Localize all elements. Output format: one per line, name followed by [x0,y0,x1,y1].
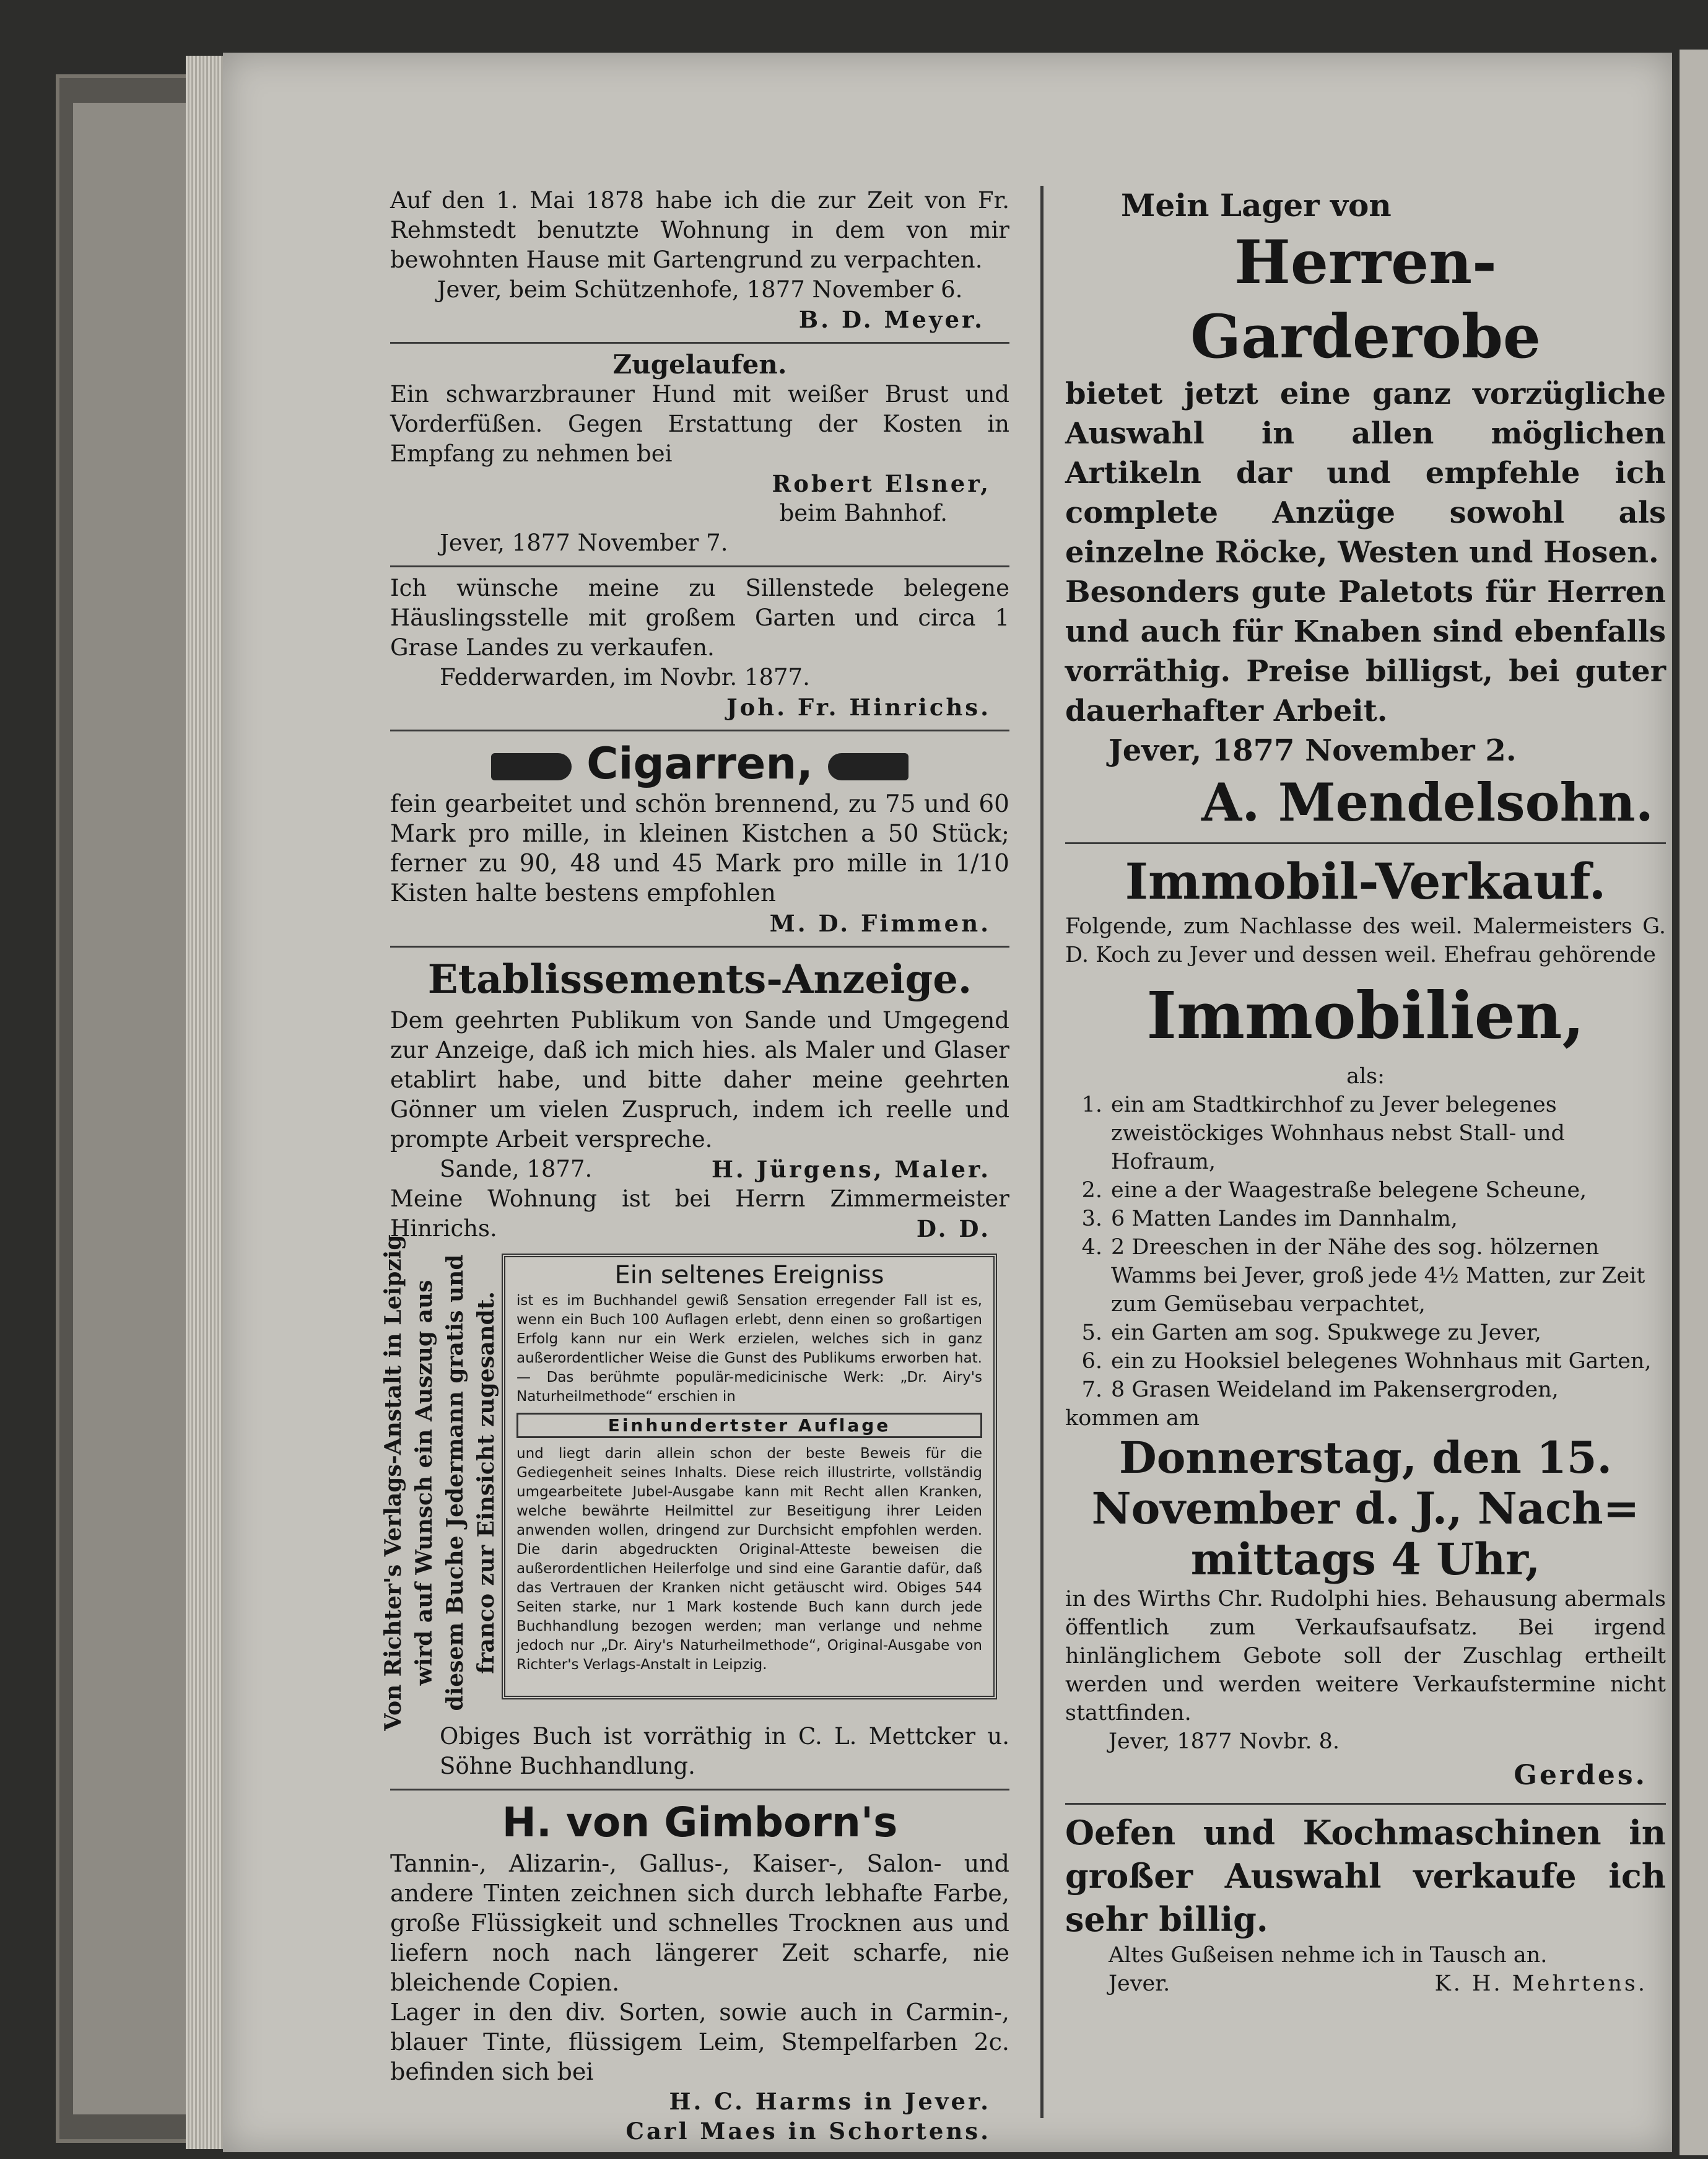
ad-place-date: Jever, 1877 November 7. [440,530,728,556]
box-title: Ein seltenes Ereigniss [614,1261,884,1289]
box-text: ist es im Buchhandel gewiß Sensation erregender Fall ist es, wenn ein Buch 100 Auflagen erlebt, denn einen so großartigen Erfolg kann nur ein Werk erzielen, welches sich in ganz außerordentlicher Weise die Gunst des Publikums erworben hat. — Das berühmte populär-medicinische Werk: „Dr. Airy's Naturheilmethode“ erschien in [516,1293,982,1405]
ad-place-date: Jever, 1877 Novbr. 8. [1109,1729,1340,1754]
ad-seller: H. C. Harms in Jever. [669,2088,991,2115]
ad-signature: H. Jürgens, Maler. [711,1156,991,1183]
ad-note: Meine Wohnung ist bei Herrn Zimmermeister Hinrichs. [390,1185,1009,1242]
ad-kommen: kommen am [1065,1406,1200,1431]
list-item: 6. ein zu Hooksiel belegenes Wohnhaus mit Garten, [1081,1349,1652,1374]
ad-note-signature: D. D. [916,1215,991,1242]
ad-note: Altes Gußeisen nehme ich in Tausch an. [1109,1943,1548,1968]
ad-signature: K. H. Mehrtens. [1434,1971,1647,1996]
ad-signature-place: beim Bahnhof. [779,500,948,526]
vertical-line: diesem Buche Jedermann gratis und [442,1254,468,1711]
ad-text: Auf den 1. Mai 1878 habe ich die zur Zeit von Fr. Rehmstedt benutzte Wohnung in dem von mir bewohnten Hause mit Gartengrund zu verpachten. [390,187,1009,273]
list-item: 5. ein Garten am sog. Spukwege zu Jever, [1081,1320,1541,1345]
ad-place-date: Sande, 1877. [440,1156,593,1182]
ad-place-date: Jever, beim Schützenhofe, 1877 November 6. [437,276,963,303]
ad-date-line: Donnerstag, den 15. [1119,1432,1612,1483]
ad-place-date: Jever, 1877 November 2. [1109,733,1517,768]
rule [390,565,1009,567]
ad-title: Immobil-Verkauf. [1125,852,1606,910]
list-item: 2. eine a der Waagestraße belegene Scheune, [1081,1178,1587,1203]
pointing-hand-right-icon [491,753,572,780]
cover-marbling [73,103,187,2114]
ad-immobil-verkauf [1065,850,1666,1795]
ad-title: Zugelaufen. [612,349,787,380]
ad-intro: Mein Lager von [1121,187,1392,224]
facing-page-edge [1680,50,1708,2155]
ad-intro: Folgende, zum Nachlasse des weil. Malermeisters G. D. Koch zu Jever und dessen weil. Ehefrau gehörende [1065,914,1666,967]
vertical-line: Von Richter's Verlags-Anstalt in Leipzig [380,1234,406,1731]
box-band: Einhundertster Auflage [516,1413,982,1438]
ad-cigarren [390,738,1009,938]
right-column [1065,186,1666,1998]
ad-text: Tannin-, Alizarin-, Gallus-, Kaiser-, Salon- und andere Tinten zeichnen sich durch lebhafte Farbe, große Flüssigkeit und schnelles Trocknen aus und liefern noch nach längerer Zeit scharfe, nie bleichende Copien. [390,1850,1009,1996]
ad-herren-garderobe [1065,186,1666,835]
ad-text: Ich wünsche meine zu Sillenstede belegene Häuslingsstelle mit großem Garten und circa 1 Grase Landes zu verkaufen. [390,575,1009,661]
rule [390,1789,1009,1790]
ad-title: Cigarren, [586,738,813,789]
book-notice-box [502,1254,997,1699]
ad-text: Ein schwarzbrauner Hund mit weißer Brust und Vorderfüßen. Gegen Erstattung der Kosten in Empfang zu nehmen bei [390,381,1009,467]
box-text: und liegt darin allein schon der beste Beweis für die Gediegenheit seines Inhalts. Diese reich illustrirte, vollständig umgearbeitete Jubel-Ausgabe kann mit Recht allen Kranken, welche bewährte Heilmittel zur Beseitigung ihrer Leiden anwenden wollen, dringend zur Durchsicht empfohlen werden. Die darin abgedruckten Original-Atteste beweisen die außerordentlichen Heilerfolge und sind eine Garantie dafür, daß das Vertrauen der Kranken nicht getäuscht wird. Obiges 544 Seiten starke, nur 1 Mark kostende Buch kann durch jede Buchhandlung bezogen werden; man verlange und nehme jedoch nur „Dr. Airy's Naturheilmethode“, Original-Ausgabe von Richter's Verlags-Anstalt in Leipzig. [516,1446,982,1673]
ad-text: in des Wirths Chr. Rudolphi hies. Behausung abermals öffentlich zum Verkaufsaufsatz. Bei irgend hinlänglichem Gebote soll der Zuschlag ertheilt werden und werden weitere Verkaufstermine nicht stattfinden. [1065,1587,1666,1725]
list-item: 7. 8 Grasen Weideland im Pakensergroden, [1081,1377,1559,1402]
column-divider [1040,186,1044,2118]
ad-headline: Immobilien, [1146,977,1585,1053]
ad-etablissement [390,954,1009,1244]
left-column [380,186,1009,2146]
ad-text-2: Besonders gute Paletots für Herren und auch für Knaben sind ebenfalls vorräthig. Preise billigst, bei guter dauerhafter Arbeit. [1065,575,1666,728]
ad-date-line: mittags 4 Uhr, [1190,1533,1541,1585]
list-item: 4. 2 Dreeschen in der Nähe des sog. hölzernen Wamms bei Jever, groß jede 4½ Matten, zur Zeit zum Gemüsebau verpachtet, [1081,1235,1645,1317]
vertical-line: wird auf Wunsch ein Auszug aus [411,1280,437,1686]
ad-title: Etablissements-Anzeige. [427,956,972,1003]
list-item: 1. ein am Stadtkirchhof zu Jever belegenes zweistöckiges Wohnhaus nebst Stall- und Hofraum, [1081,1093,1565,1174]
rule [390,342,1009,344]
ad-signature: Robert Elsner, [772,470,991,497]
ad-text: fein gearbeitet und schön brennend, zu 75 und 60 Mark pro mille, in kleinen Kistchen a 50 Stück; ferner zu 90, 48 und 45 Mark pro mille in 1/10 Kisten halte bestens empfohlen [390,790,1009,907]
ad-als: als: [1346,1064,1385,1089]
book-cover [56,74,204,2143]
ad-book-naturheilmethode [380,1234,1009,1731]
ad-footer: Obiges Buch ist vorräthig in C. L. Mettcker u. Söhne Buchhandlung. [440,1723,1009,1779]
ad-seller: Carl Maes in Schortens. [625,2118,991,2145]
ad-place: Jever. [1109,1971,1170,1996]
ad-text: Oefen und Kochmaschinen in großer Auswahl verkaufe ich sehr billig. [1065,1813,1666,1939]
ad-signature: Joh. Fr. Hinrichs. [726,694,991,721]
ad-text-2: Lager in den div. Sorten, sowie auch in Carmin-, blauer Tinte, flüssigem Leim, Stempelfarben 2c. befinden sich bei [390,1999,1009,2085]
ad-place-date: Fedderwarden, im Novbr. 1877. [440,664,810,691]
ad-gimborn [390,1797,1009,2146]
pointing-hand-left-icon [828,753,908,780]
ad-title: Herren-Garderobe [1190,227,1541,372]
ad-text: bietet jetzt eine ganz vorzügliche Auswahl in allen möglichen Artikeln dar und empfehle ich complete Anzüge sowohl als einzelne Röcke, Westen und Hosen. [1065,377,1666,570]
property-list [1065,1091,1666,1404]
ad-signature: M. D. Fimmen. [769,910,991,937]
ad-date-line: November d. J., Nach= [1091,1483,1640,1534]
rule [1065,1803,1666,1805]
vertical-line: franco zur Einsicht zugesandt. [473,1291,499,1674]
list-item: 3. 6 Matten Landes im Dannhalm, [1081,1206,1458,1231]
rule [1065,842,1666,844]
ad-oefen [1065,1811,1666,1998]
ad-signature: B. D. Meyer. [798,306,985,333]
rule [390,946,1009,948]
rule [390,730,1009,731]
ad-wohnung [390,186,1009,334]
ad-title: H. von Gimborn's [502,1799,898,1846]
vertical-notice [380,1234,499,1731]
ad-signature: A. Mendelsohn. [1201,772,1654,833]
ad-zugelaufen [390,350,1009,558]
ad-text: Dem geehrten Publikum von Sande und Umgegend zur Anzeige, daß ich mich hies. als Maler und Glaser etablirt habe, und bitte daher meine geehrten Gönner um vielen Zuspruch, indem ich reelle und prompte Arbeit verspreche. [390,1007,1009,1153]
ad-haeuslingsstelle [390,574,1009,722]
ad-signature: Gerdes. [1514,1760,1647,1791]
